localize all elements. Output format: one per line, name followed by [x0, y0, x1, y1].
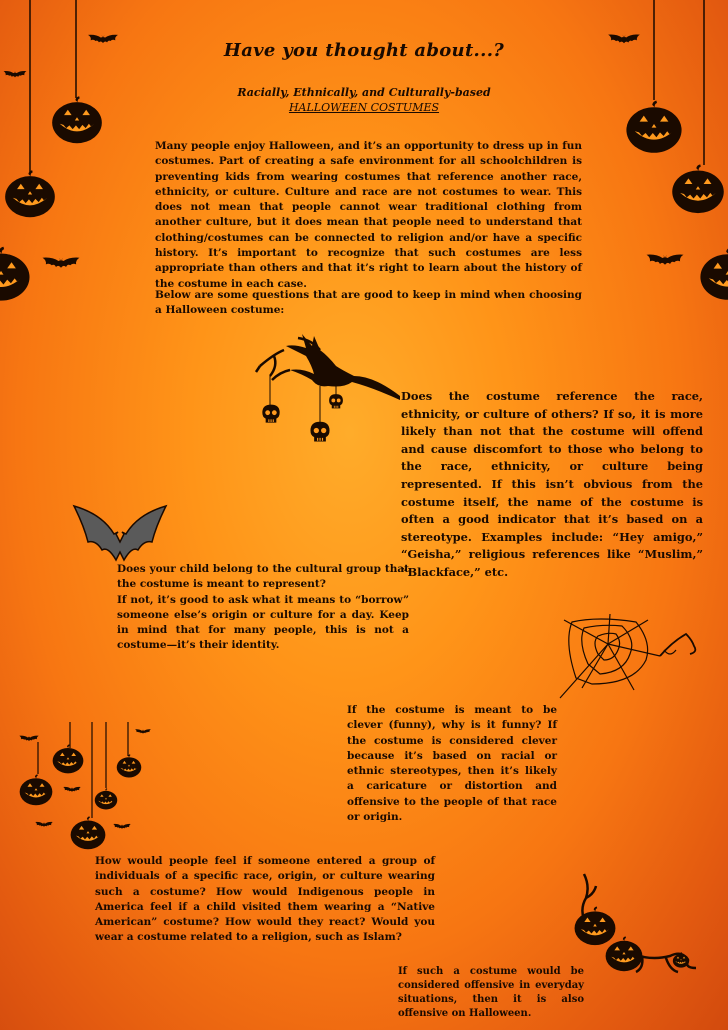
question-cultural-group-line1: Does your child belong to the cultural group that the costume is meant to represent? — [117, 563, 409, 591]
bat-icon — [72, 502, 168, 564]
page-subtitle: Racially, Ethnically, and Culturally-based — [237, 86, 491, 99]
question-cultural-group-line2: If not, it’s good to ask what it means to “borrow” someone else’s origin or culture for a day. Keep in mind that for many people, this is not a costume—it’s their identity. — [117, 593, 409, 652]
hanging-pumpkins-bottom-left-icon — [12, 722, 158, 852]
page-title: Have you thought about...? — [223, 40, 505, 61]
intro-paragraph: Many people enjoy Halloween, and it’s an opportunity to dress up in fun costumes. Part of creating a safe environment for all schoolchildren is preventing kids from wearing costumes that reference another race, ethnicity, or culture. Culture and race are not costumes to wear. This does not mean that people cannot wear traditional clothing from another culture, but it does mean that people need to understand that clothing/costumes can be connected to religion and/or have a specific history. It’s important to recognize that such costumes are less appropriate than others and that it’s right to learn about the history of the costume in each case. — [155, 140, 582, 290]
skull-icon — [328, 393, 344, 410]
page-subtitle-costumes: HALLOWEEN COSTUMES — [288, 101, 440, 114]
question-race-ethnicity: Does the costume reference the race, ethnicity, or culture of others? If so, it is more likely than not that the costume will offend and cause discomfort to those who belong to the race, ethnicity, or culture being represented. If this isn’t obvious from the costume itself, the name of the costume is often a good indicator that it’s based on a stereotype. Examples include: “Hey amigo,” “Geisha,” religious references like “Muslim,” “Blackface,” etc. — [401, 389, 703, 579]
skull-icon — [261, 403, 281, 425]
question-how-would-people-feel: How would people feel if someone entered a group of individuals of a specific race, origin, or culture wearing such a costume? How would Indigenous people in America feel if a child visited them wearing a “Native American” costume? How would they react? Would you wear a costume related to a religion, such as Islam? — [95, 855, 435, 944]
spider-web-icon — [552, 612, 702, 700]
question-clever-funny: If the costume is meant to be clever (funny), why is it funny? If the costume is considered clever because it’s based on racial or ethnic stereotypes, then it’s likely a caricature or distortion and offensive to the people of that race or origin. — [347, 704, 557, 824]
skull-icon — [309, 420, 331, 444]
intro-questions-lead: Below are some questions that are good to keep in mind when choosing a Halloween costume: — [155, 289, 582, 317]
pumpkin-vine-icon — [566, 872, 706, 978]
conclusion-offensive: If such a costume would be considered offensive in everyday situations, then it is also offensive on Halloween. — [398, 966, 584, 1019]
question-cultural-group — [117, 562, 409, 654]
